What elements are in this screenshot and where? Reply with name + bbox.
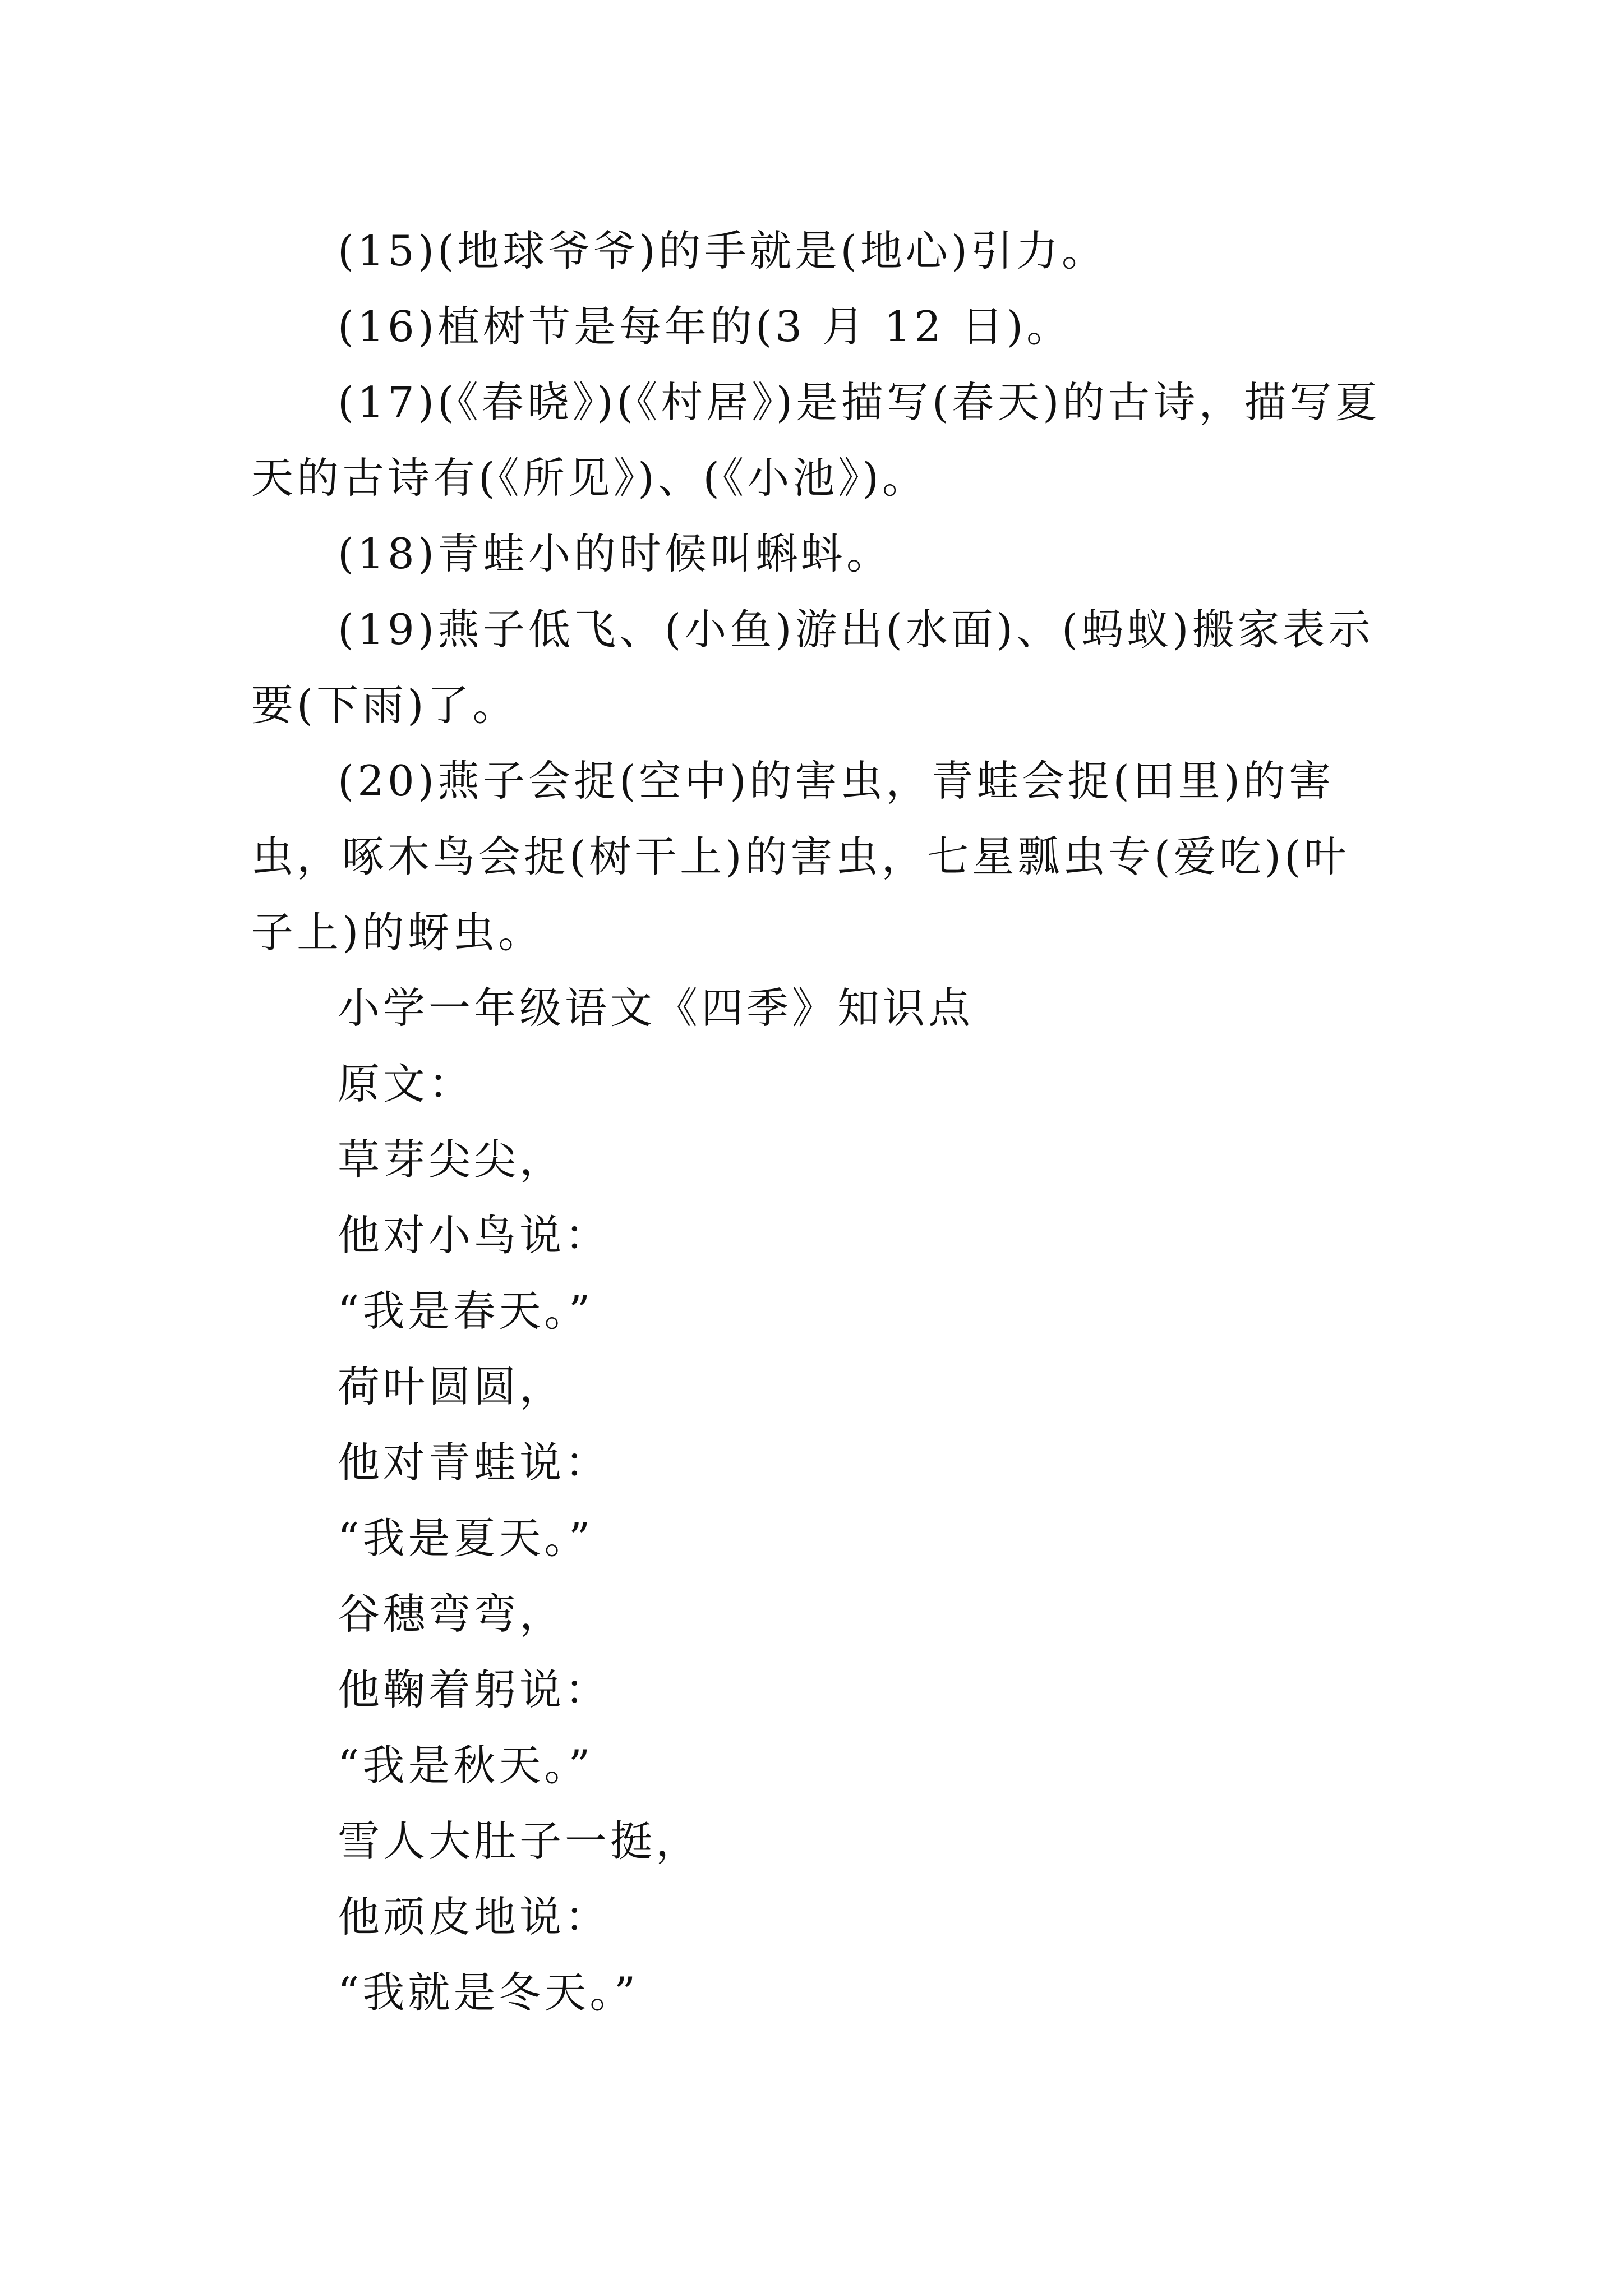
poem-line: 雪人大肚子一挺， (338, 1816, 702, 1866)
poem-line: 草芽尖尖， (338, 1135, 565, 1184)
poem-line: “我就是冬天。” (338, 1968, 639, 2017)
poem-line: “我是夏天。” (338, 1513, 594, 1563)
item-20: (20)燕子会捉(空中)的害虫，青蛙会捉(田里)的害虫，啄木鸟会捉(树干上)的害虫，七星瓢虫专(爱吃)(叶子上)的蚜虫。 (251, 756, 1350, 957)
poem-line: 荷叶圆圆， (338, 1362, 565, 1411)
item-17: (17)(《春晓》)(《村居》)是描写(春天)的古诗，描写夏天的古诗有(《所见》)、(《小池》)。 (251, 378, 1381, 503)
poem-line: “我是秋天。” (338, 1741, 594, 1790)
section-title: 小学一年级语文《四季》知识点 (338, 983, 974, 1033)
poem-line: 他对青蛙说： (338, 1438, 611, 1487)
poem-line: 他鞠着躬说： (338, 1665, 611, 1714)
item-18: (18)青蛙小的时候叫蝌蚪。 (338, 529, 892, 578)
poem-line: 他顽皮地说： (338, 1892, 611, 1941)
item-16: (16)植树节是每年的(3 月 12 日)。 (338, 302, 1072, 351)
poem-line: 谷穗弯弯， (338, 1589, 565, 1639)
poem-line: 他对小鸟说： (338, 1211, 611, 1260)
original-text-label: 原文： (338, 1059, 474, 1108)
item-19: (19)燕子低飞、(小鱼)游出(水面)、(蚂蚁)搬家表示要(下雨)了。 (251, 605, 1374, 730)
item-15: (15)(地球爷爷)的手就是(地心)引力。 (338, 226, 1107, 275)
document-body (251, 213, 1384, 2031)
poem-line: “我是春天。” (338, 1286, 594, 1336)
